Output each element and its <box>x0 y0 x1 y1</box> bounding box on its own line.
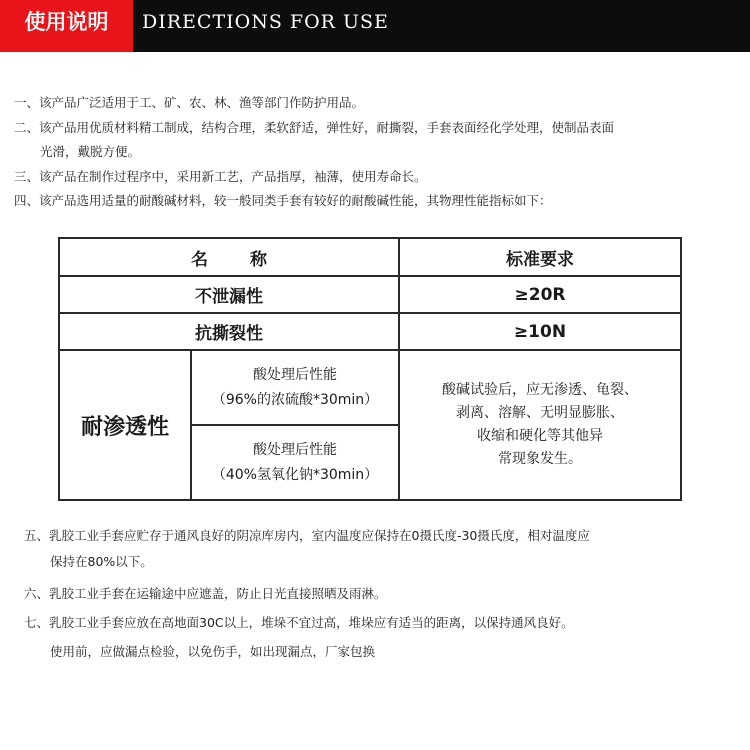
sub2-line1: 酸处理后性能 <box>253 441 337 458</box>
row2-name: 抗撕裂性 <box>59 313 399 350</box>
header-req-cell: 标准要求 <box>399 238 681 276</box>
header-title-cn: 使用说明 <box>0 0 133 52</box>
header-bar <box>0 0 750 52</box>
paragraph-4: 四、该产品选用适量的耐酸碱材料，较一般同类手套有较好的耐酸碱性能，其物理性能指标如下： <box>14 193 552 208</box>
table-row <box>59 276 681 313</box>
paragraph-1: 一、该产品广泛适用于工、矿、农、林、渔等部门作防护用品。 <box>14 95 365 110</box>
paragraph-7: 七、乳胶工业手套应放在高地面30C以上，堆垛不宜过高，堆垛应有适当的距离，以保持通风良好。 <box>24 615 574 630</box>
paragraph-2: 二、该产品用优质材料精工制成，结构合理，柔软舒适，弹性好，耐撕裂，手套表面经化学处理，使制品表面 <box>14 120 615 135</box>
paragraph-7-cont: 使用前，应做漏点检验，以免伤手，如出现漏点，厂家包换 <box>50 644 376 659</box>
paragraph-6: 六、乳胶工业手套在运输途中应遮盖，防止日光直接照晒及雨淋。 <box>24 586 387 601</box>
paragraph-3: 三、该产品在制作过程序中，采用新工艺，产品指厚，袖薄，使用寿命长。 <box>14 169 427 184</box>
sub1-line1: 酸处理后性能 <box>253 366 337 383</box>
row1-name: 不泄漏性 <box>59 276 399 313</box>
row3-sub2 <box>191 425 399 500</box>
req-line3: 收缩和硬化等其他异 <box>477 428 603 444</box>
paragraph-5-cont: 保持在80%以下。 <box>50 554 153 569</box>
spec-table <box>58 237 682 501</box>
req-line2: 剥离、溶解、无明显膨胀、 <box>456 405 624 421</box>
row3-name: 耐渗透性 <box>59 350 191 500</box>
paragraph-5: 五、乳胶工业手套应贮存于通风良好的阴凉库房内，室内温度应保持在0摄氏度-30摄氏度，相对温度应 <box>24 528 590 543</box>
sub2-line2: （40%氢氧化钠*30min） <box>211 466 379 483</box>
table-row <box>59 313 681 350</box>
row1-value: ≥20R <box>399 276 681 313</box>
row3-requirement <box>399 350 681 500</box>
req-line4: 常现象发生。 <box>498 451 582 467</box>
paragraph-2-cont: 光滑，戴脱方便。 <box>40 144 141 159</box>
row3-sub1 <box>191 350 399 425</box>
table-header-row <box>59 238 681 276</box>
row2-value: ≥10N <box>399 313 681 350</box>
header-title-en: DIRECTIONS FOR USE <box>142 11 389 33</box>
table-row <box>59 350 681 425</box>
header-name-cell: 名称 <box>59 238 399 276</box>
req-line1: 酸碱试验后，应无渗透、龟裂、 <box>442 382 638 398</box>
sub1-line2: （96%的浓硫酸*30min） <box>211 391 379 408</box>
